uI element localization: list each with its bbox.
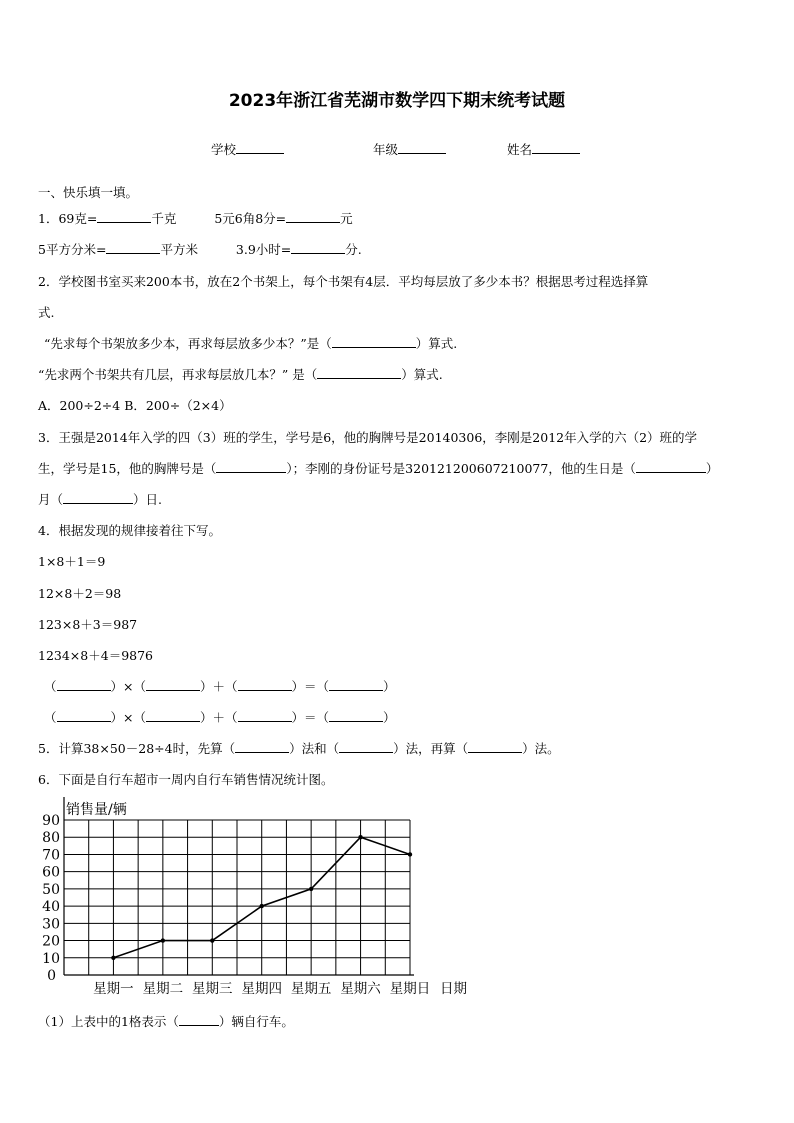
- y-tick-label: 70: [42, 847, 60, 864]
- q5-line: 5．计算38×50－28÷4时，先算（ ）法和（ ）法，再算（ ）法。: [38, 741, 560, 756]
- q5-blank-3[interactable]: [468, 739, 522, 753]
- q2-text-line1: 2．学校图书室买来200本书，放在2个书架上，每个书架有4层．平均每层放了多少本书？根据思考过程选择算: [38, 274, 649, 289]
- q4-r2-blank-3[interactable]: [238, 708, 292, 722]
- q6-1-blank[interactable]: [179, 1012, 219, 1026]
- y-tick-label: 40: [42, 899, 60, 916]
- q4-r1-blank-1[interactable]: [57, 677, 111, 691]
- school-field: [211, 140, 284, 158]
- y-tick-label: 20: [42, 933, 60, 950]
- y-tick-label: 60: [42, 864, 60, 881]
- x-tick-label: 星期五: [290, 981, 332, 995]
- page-title: 2023年浙江省芜湖市数学四下期末统考试题: [228, 91, 566, 111]
- data-point: [210, 938, 214, 942]
- q1-line1: 1．69克= 千克 5元6角8分= 元: [38, 211, 353, 226]
- q4-fill-row-2: （ ）×（ ）＋（ ）＝（ ）: [44, 710, 396, 725]
- chart-axes: [64, 797, 414, 975]
- q4-r2-blank-2[interactable]: [146, 708, 200, 722]
- x-tick-label: 星期六: [340, 981, 381, 995]
- data-point: [260, 904, 264, 908]
- q2-line4: “先求两个书架共有几层，再求每层放几本？” 是（ ）算式.: [38, 367, 443, 382]
- q4-r1-blank-3[interactable]: [238, 677, 292, 691]
- name-label: 姓名: [507, 142, 533, 157]
- x-tick-label: 星期四: [241, 981, 282, 995]
- q3-text-line1: 3．王强是2014年入学的四（3）班的学生，学号是6，他的胸牌号是20140306，李刚是2012年入学的六（2）班的学: [38, 430, 698, 445]
- q6-text: 6．下面是自行车超市一周内自行车销售情况统计图。: [38, 772, 334, 787]
- q1-blank-a[interactable]: [97, 209, 151, 223]
- x-tick-label: 星期日: [389, 981, 431, 995]
- q4-fill-row-1: （ ）×（ ）＋（ ）＝（ ）: [44, 679, 396, 694]
- q4-eq4: 1234×8＋4＝9876: [38, 648, 154, 663]
- q4-eq3: 123×8＋3＝987: [38, 617, 138, 632]
- data-point: [358, 835, 362, 839]
- x-tick-label: 星期二: [142, 981, 184, 995]
- y-tick-label: 80: [42, 830, 60, 847]
- data-point: [309, 887, 313, 891]
- x-tick-label: 星期三: [192, 981, 233, 995]
- q4-r2-blank-1[interactable]: [57, 708, 111, 722]
- q4-r1-blank-2[interactable]: [146, 677, 200, 691]
- grade-label: 年级: [373, 142, 399, 157]
- data-point: [111, 956, 115, 960]
- school-label: 学校: [211, 142, 237, 157]
- grade-blank[interactable]: [398, 141, 446, 154]
- q2-blank-1[interactable]: [332, 334, 416, 348]
- y-tick-label: 30: [42, 916, 60, 933]
- q1-blank-d[interactable]: [291, 240, 345, 254]
- data-point: [408, 852, 412, 856]
- q2-text-line2: 式.: [38, 305, 55, 320]
- q1-blank-c[interactable]: [106, 240, 160, 254]
- q1-line2: 5平方分米= 平方米 3.9小时= 分.: [38, 242, 362, 257]
- q3-text-line2: 生，学号是15，他的胸牌号是（ ）；李刚的身份证号是320121200607210077，他的生日是（ ）: [38, 461, 719, 476]
- chart-labels: [42, 801, 467, 995]
- school-blank[interactable]: [236, 141, 284, 154]
- y-axis-title: 销售量/辆: [66, 802, 127, 818]
- x-axis-title: 日期: [440, 981, 467, 995]
- q4-text: 4．根据发现的规律接着往下写。: [38, 523, 221, 538]
- x-tick-label: 星期一: [93, 981, 134, 995]
- name-field: [507, 140, 580, 158]
- chart-grid: [64, 820, 410, 975]
- section-heading: 一、快乐填一填。: [38, 185, 139, 200]
- q4-r2-blank-4[interactable]: [329, 708, 383, 722]
- q3-blank-birth-month[interactable]: [636, 459, 706, 473]
- name-blank[interactable]: [532, 141, 580, 154]
- y-tick-label: 90: [42, 813, 60, 829]
- q3-blank-badge[interactable]: [216, 459, 286, 473]
- data-point: [161, 938, 165, 942]
- q2-options: A．200÷2÷4 B．200÷（2×4）: [38, 398, 232, 413]
- q5-blank-1[interactable]: [235, 739, 289, 753]
- grade-field: [373, 140, 446, 158]
- q1-blank-b[interactable]: [286, 209, 340, 223]
- q2-blank-2[interactable]: [317, 365, 401, 379]
- q6-1-line: （1）上表中的1格表示（ ）辆自行车。: [38, 1014, 294, 1029]
- q4-r1-blank-4[interactable]: [329, 677, 383, 691]
- q5-blank-2[interactable]: [339, 739, 393, 753]
- sales-line-chart: [30, 795, 480, 995]
- y-tick-label: 10: [42, 950, 60, 967]
- origin-label: 0: [47, 968, 56, 984]
- y-tick-label: 50: [42, 881, 60, 898]
- q4-eq2: 12×8＋2＝98: [38, 586, 122, 601]
- q2-line3: “先求每个书架放多少本，再求每层放多少本？”是（ ）算式.: [44, 336, 458, 351]
- q3-text-line3: 月（ ）日.: [38, 492, 162, 507]
- q3-blank-birth-day[interactable]: [63, 490, 133, 504]
- q4-eq1: 1×8＋1＝9: [38, 554, 106, 569]
